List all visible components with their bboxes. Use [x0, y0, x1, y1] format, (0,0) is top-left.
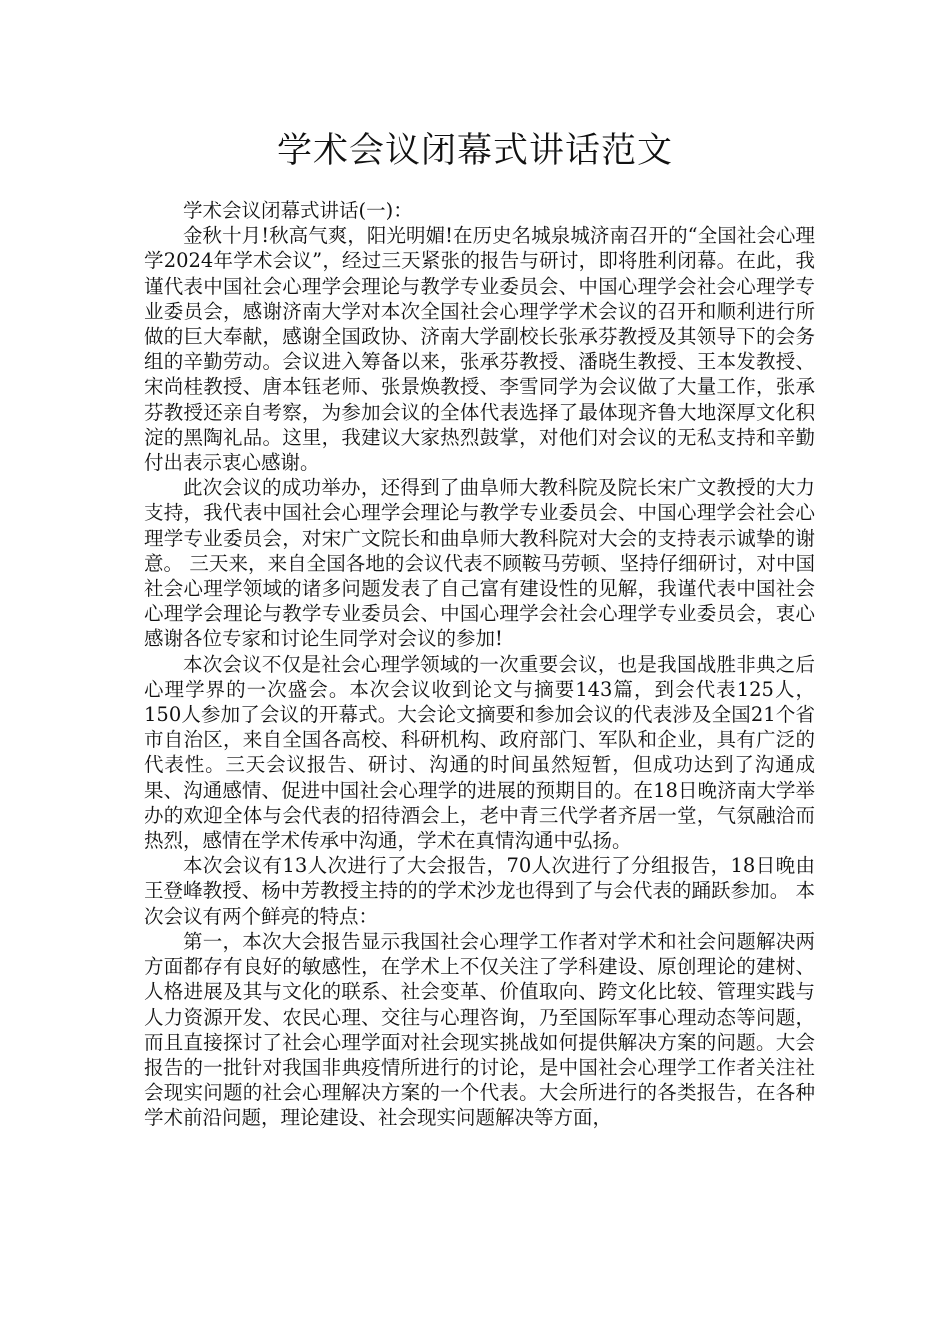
paragraph: 本次会议不仅是社会心理学领域的一次重要会议，也是我国战胜非典之后心理学界的一次盛会。本次会议收到论文与摘要143篇，到会代表125人，150人参加了会议的开幕式。大会论文摘要和参加会议的代表涉及全国21个省市自治区，来自全国各高校、科研机构、政府部门、军队和企业，具有广泛的代表性。三天会议报告、研讨、沟通的时间虽然短暂，但成功达到了沟通成果、沟通感情、促进中国社会心理学的进展的预期目的。在18日晚济南大学举办的欢迎全体与会代表的招待酒会上，老中青三代学者齐居一堂，气氛融洽而热烈，感情在学术传承中沟通，学术在真情沟通中弘扬。: [144, 652, 815, 853]
paragraph: 此次会议的成功举办，还得到了曲阜师大教科院及院长宋广文教授的大力支持，我代表中国社会心理学会理论与教学专业委员会、中国心理学会社会心理学专业委员会，对宋广文院长和曲阜师大教科院对大会的支持表示诚挚的谢意。 三天来，来自全国各地的会议代表不顾鞍马劳顿、坚持仔细研讨，对中国社会心理学领域的诸多问题发表了自己富有建设性的见解，我谨代表中国社会心理学会理论与教学专业委员会、中国心理学会社会心理学专业委员会，衷心感谢各位专家和讨论生同学对会议的参加!: [144, 476, 815, 651]
paragraph: 本次会议有13人次进行了大会报告，70人次进行了分组报告，18日晚由王登峰教授、杨中芳教授主持的的学术沙龙也得到了与会代表的踊跃参加。 本次会议有两个鲜亮的特点：: [144, 854, 815, 928]
paragraph: 第一，本次大会报告显示我国社会心理学工作者对学术和社会问题解决两方面都存有良好的敏感性，在学术上不仅关注了学科建设、原创理论的建树、人格进展及其与文化的联系、社会变革、价值取向、跨文化比较、管理实践与人力资源开发、农民心理、交往与心理咨询，乃至国际军事心理动态等问题，而且直接探讨了社会心理学面对社会现实挑战如何提供解决方案的问题。大会报告的一批针对我国非典疫情所进行的讨论，是中国社会心理学工作者关注社会现实问题的社会心理解决方案的一个代表。大会所进行的各类报告，在各种学术前沿问题，理论建设、社会现实问题解决等方面，: [144, 929, 815, 1130]
document-body: [144, 198, 815, 1131]
paragraph-subtitle: 学术会议闭幕式讲话(一)：: [183, 199, 413, 222]
document-title: 学术会议闭幕式讲话范文: [276, 131, 673, 171]
paragraph: 金秋十月!秋高气爽，阳光明媚!在历史名城泉城济南召开的“全国社会心理学2024年学术会议”，经过三天紧张的报告与研讨，即将胜利闭幕。在此，我谨代表中国社会心理学会理论与教学专业委员会、中国心理学会社会心理学专业委员会，感谢济南大学对本次全国社会心理学学术会议的召开和顺利进行所做的巨大奉献，感谢全国政协、济南大学副校长张承芬教授及其领导下的会务组的辛勤劳动。会议进入筹备以来，张承芬教授、潘晓生教授、王本发教授、宋尚桂教授、唐本钰老师、张景焕教授、李雪同学为会议做了大量工作，张承芬教授还亲自考察，为参加会议的全体代表选择了最体现齐鲁大地深厚文化积淀的黑陶礼品。这里，我建议大家热烈鼓掌，对他们对会议的无私支持和辛勤付出表示衷心感谢。: [144, 224, 815, 475]
